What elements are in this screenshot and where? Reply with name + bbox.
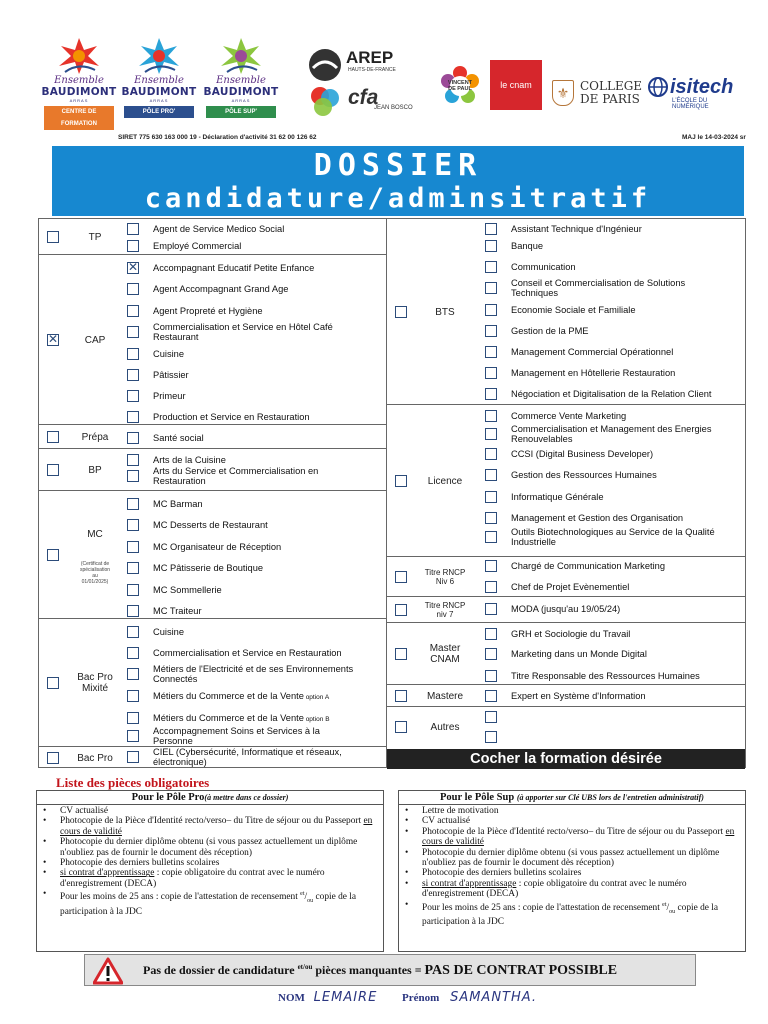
formations-right-column — [387, 219, 745, 767]
cfa-sub: JEAN BOSCO — [374, 105, 413, 111]
formation-option[interactable] — [127, 468, 385, 488]
formation-option-label: Négociation et Digitalisation de la Relation Client — [511, 389, 712, 399]
formation-option-checkbox[interactable] — [127, 305, 139, 317]
formation-option-label: MC Desserts de Restaurant — [153, 520, 268, 530]
formation-option[interactable] — [485, 386, 743, 406]
formation-option-label: GRH et Sociologie du Travail — [511, 629, 631, 639]
formation-option[interactable] — [485, 729, 743, 749]
formation-group — [387, 597, 745, 623]
formation-group-label: Bac Pro — [77, 752, 113, 764]
arep-name: AREP — [346, 48, 394, 67]
formation-option-checkbox[interactable] — [485, 448, 497, 460]
fleur-de-lis-icon: ⚜ — [552, 80, 574, 106]
formation-option[interactable] — [485, 467, 743, 487]
formation-group-checkbox[interactable] — [395, 306, 407, 318]
nom-label: NOM — [278, 992, 305, 1004]
formation-option-checkbox[interactable] — [485, 261, 497, 273]
formation-option-checkbox[interactable] — [127, 519, 139, 531]
pole-pro-box — [36, 790, 384, 952]
formation-option-checkbox[interactable] — [127, 647, 139, 659]
formation-option-checkbox[interactable] — [485, 304, 497, 316]
formation-group — [387, 707, 745, 747]
formation-option[interactable] — [127, 388, 385, 408]
formation-option-label: Production et Service en Restauration — [153, 412, 310, 422]
formation-option-checkbox[interactable] — [485, 581, 497, 593]
college-de-paris-logo — [552, 78, 642, 108]
formation-option-label: Employé Commercial — [153, 241, 242, 251]
formation-option-checkbox[interactable] — [127, 470, 139, 482]
formation-option-label: Chargé de Communication Marketing — [511, 561, 665, 571]
pole-sup-box — [398, 790, 746, 952]
formation-option[interactable] — [485, 579, 743, 599]
formation-option-label: Primeur — [153, 391, 186, 401]
pole-sup-heading: Pour le Pôle Sup (à apporter sur Clé UBS lors de l'entretien administratif) — [399, 791, 745, 805]
formation-group-checkbox[interactable] — [47, 752, 59, 764]
warning-banner — [84, 954, 696, 986]
formation-option-checkbox[interactable] — [127, 348, 139, 360]
formation-option-label: Management en Hôtellerie Restauration — [511, 368, 676, 378]
formation-option-checkbox[interactable] — [127, 690, 139, 702]
formation-option-label: Assistant Technique d'Ingénieur — [511, 224, 642, 234]
isitech-name: isitech — [670, 76, 734, 98]
formation-option[interactable] — [485, 558, 743, 578]
isitech-globe-icon — [648, 76, 668, 98]
formation-option[interactable] — [485, 426, 743, 446]
formation-option-checkbox[interactable] — [485, 325, 497, 337]
title-line2: candidature/adminsitratif — [144, 183, 652, 214]
formation-option-checkbox[interactable] — [485, 346, 497, 358]
formation-option-label: MC Traiteur — [153, 606, 202, 616]
formation-option-label: Economie Sociale et Familiale — [511, 305, 636, 315]
arep-globe-icon — [308, 48, 342, 82]
formation-option[interactable] — [485, 489, 743, 509]
baudimont-sub: ARRAS — [231, 98, 251, 103]
college-line2: DE PARIS — [580, 92, 640, 106]
piece-item: • Photocopie de la Pièce d'Identité recto/verso– du Titre de séjour ou du Passeport en cours de validité — [405, 827, 739, 848]
baudimont-band: PÔLE PRO' — [124, 106, 194, 118]
formation-option-label: Commercialisation et Service en Hôtel Café Restaurant — [153, 322, 333, 342]
pole-pro-heading: Pour le Pôle Pro(à mettre dans ce dossier) — [37, 791, 383, 805]
vincent-de-paul-text: VINCENT DE PAUL — [447, 80, 473, 92]
formation-option-label: Commercialisation et Service en Restauration — [153, 648, 342, 658]
piece-item: • Pour les moins de 25 ans : copie de l'attestation de recensement $^{et}/_{ou}$ copie de la participation à la JDC — [43, 889, 377, 917]
formation-option-checkbox[interactable] — [485, 690, 497, 702]
formation-option[interactable] — [485, 344, 743, 364]
formation-option[interactable] — [127, 260, 385, 280]
formation-option[interactable] — [127, 517, 385, 537]
baudimont-name: BAUDIMONT — [203, 86, 279, 98]
formation-group — [387, 557, 745, 597]
formation-group-label: Licence — [427, 475, 463, 487]
formation-group-checkbox[interactable] — [395, 475, 407, 487]
piece-item: • Photocopie du dernier diplôme obtenu (si vous passez actuellement un diplôme n'oubliez pas de fournir le document dès réception) — [43, 837, 377, 858]
cfa-circles-icon — [308, 84, 342, 118]
formation-option[interactable] — [485, 626, 743, 646]
formation-group-checkbox[interactable] — [47, 431, 59, 443]
formation-option[interactable] — [127, 624, 385, 644]
formation-option-checkbox[interactable] — [127, 668, 139, 680]
formation-option-checkbox[interactable] — [127, 223, 139, 235]
formation-option[interactable] — [485, 529, 743, 549]
formation-option[interactable] — [127, 324, 385, 344]
update-date: MAJ le 14-03-2024 sr — [682, 134, 746, 141]
formation-option-label: Management et Gestion des Organisation — [511, 513, 684, 523]
vincent-de-paul-logo — [438, 64, 482, 108]
formation-option-checkbox[interactable] — [485, 560, 497, 572]
piece-item: • Photocopie du dernier diplôme obtenu (si vous passez actuellement un diplôme n'oubliez pas de fournir le document dès réception) — [405, 848, 739, 869]
formation-option-checkbox[interactable] — [485, 512, 497, 524]
baudimont-sub: ARRAS — [149, 98, 169, 103]
formation-option[interactable] — [127, 346, 385, 366]
baudimont-script: Ensemble — [54, 75, 104, 86]
formation-option-checkbox[interactable] — [127, 584, 139, 596]
formation-option-label: Métiers de l'Electricité et de ses Environnements Connectés — [153, 664, 354, 684]
formation-option-checkbox[interactable] — [127, 432, 139, 444]
formation-option[interactable] — [485, 238, 743, 258]
title-banner — [52, 146, 744, 216]
formation-option-label: Commercialisation et Management des Energies Renouvelables — [511, 424, 712, 444]
prenom-value[interactable]: SAMANTHA. — [450, 990, 538, 1005]
piece-item: • si contrat d'apprentissage : copie obligatoire du contrat avec le numéro d'enregistrement (DECA) — [43, 868, 377, 889]
formation-group-checkbox[interactable] — [47, 231, 59, 243]
formation-option[interactable] — [127, 749, 385, 769]
formation-group-checkbox[interactable] — [47, 677, 59, 689]
baudimont-star-icon — [213, 36, 269, 76]
baudimont-sub: ARRAS — [69, 98, 89, 103]
formation-option-checkbox[interactable] — [127, 562, 139, 574]
formation-option[interactable] — [127, 728, 385, 748]
formation-option[interactable] — [127, 688, 385, 708]
formation-option-label: Gestion des Ressources Humaines — [511, 470, 657, 480]
formation-group-label: TP — [88, 231, 102, 243]
formation-option-checkbox[interactable] — [485, 282, 497, 294]
formation-group-label: Mastere — [426, 690, 464, 702]
formation-group-label: BP — [88, 464, 102, 476]
formation-option-label: CIEL (Cybersécurité, Informatique et réseaux, électronique) — [153, 747, 342, 767]
formation-group-label: Prépa — [81, 431, 109, 443]
identity-line — [278, 990, 537, 1010]
formation-option-checkbox[interactable] — [127, 605, 139, 617]
college-line1: COLLEGE — [580, 79, 643, 93]
formation-option-checkbox[interactable] — [127, 240, 139, 252]
formation-option-label: Accompagnement Soins et Services à la Personne — [153, 726, 320, 746]
formation-group-checkbox[interactable] — [395, 571, 407, 583]
arep-cfa-logo — [308, 48, 418, 120]
baudimont-name: BAUDIMONT — [121, 86, 197, 98]
piece-item: • CV actualisé — [43, 806, 377, 816]
cocher-formation-bar: Cocher la formation désirée — [387, 749, 745, 769]
formation-group — [39, 491, 386, 619]
formation-option-label: Santé social — [153, 433, 204, 443]
formation-option[interactable] — [127, 496, 385, 516]
formation-option-checkbox[interactable] — [485, 670, 497, 682]
formation-group-checkbox[interactable] — [395, 604, 407, 616]
piece-item: • Pour les moins de 25 ans : copie de l'attestation de recensement $^{et}/_{ou}$ copie de la participation à la JDC — [405, 900, 739, 928]
formation-group — [39, 425, 386, 449]
formation-option[interactable] — [127, 430, 385, 450]
formation-option[interactable] — [485, 646, 743, 666]
baudimont-star-icon — [51, 36, 107, 76]
baudimont-script: Ensemble — [134, 75, 184, 86]
warning-text: Pas de dossier de candidature $^{et/ou}$ pièces manquantes = PAS DE CONTRAT POSSIBLE — [143, 963, 618, 978]
formation-option-label: Cuisine — [153, 627, 185, 637]
formation-option-label: Communication — [511, 262, 576, 272]
cfa-name: cfa — [348, 86, 379, 109]
formation-option-label: Cuisine — [153, 349, 185, 359]
formation-option-label: Arts de la Cuisine — [153, 455, 226, 465]
piece-item: • Photocopie de la Pièce d'Identité recto/verso– du Titre de séjour ou du Passeport en cours de validité — [43, 816, 377, 837]
formation-option-checkbox[interactable] — [485, 410, 497, 422]
formation-option-checkbox[interactable] — [127, 751, 139, 763]
formation-option[interactable] — [127, 666, 385, 686]
formation-option-label: Agent Accompagnant Grand Age — [153, 284, 289, 294]
formation-option-checkbox[interactable] — [485, 603, 497, 615]
baudimont-logo — [120, 36, 198, 128]
formation-group-checkbox[interactable] — [47, 334, 59, 346]
formation-option[interactable] — [485, 259, 743, 279]
formation-option-checkbox[interactable] — [127, 369, 139, 381]
formation-option[interactable] — [485, 302, 743, 322]
formation-option-label: Métiers du Commerce et de la Vente option A — [153, 691, 330, 701]
formation-option-label: Arts du Service et Commercialisation en Restauration — [153, 466, 319, 486]
formation-option-checkbox[interactable] — [127, 326, 139, 338]
pole-pro-list — [37, 805, 383, 917]
formation-group-checkbox[interactable] — [395, 648, 407, 660]
formation-option-checkbox[interactable] — [485, 469, 497, 481]
formation-option-checkbox[interactable] — [127, 730, 139, 742]
formation-option[interactable] — [127, 281, 385, 301]
baudimont-script: Ensemble — [216, 75, 266, 86]
formation-option-label: MODA (jusqu'au 19/05/24) — [511, 604, 621, 614]
formation-option[interactable] — [127, 303, 385, 323]
formation-option-label: MC Barman — [153, 499, 203, 509]
formations-table — [38, 218, 746, 768]
formation-option-checkbox[interactable] — [127, 390, 139, 402]
formation-option[interactable] — [485, 601, 743, 621]
formation-group — [387, 623, 745, 685]
formation-option-label: Informatique Générale — [511, 492, 604, 502]
formation-option-label: Accompagnant Educatif Petite Enfance — [153, 263, 315, 273]
formation-group-label: CAP — [84, 334, 106, 346]
formation-group — [387, 405, 745, 557]
formation-group-label: Titre RNCP niv 7 — [424, 601, 466, 619]
baudimont-name: BAUDIMONT — [41, 86, 117, 98]
formation-option-label: Titre Responsable des Ressources Humaines — [511, 671, 700, 681]
piece-item: • Lettre de motivation — [405, 806, 739, 816]
formation-option-label: Gestion de la PME — [511, 326, 589, 336]
formation-option[interactable] — [127, 367, 385, 387]
pole-sup-list — [399, 805, 745, 927]
formation-option-checkbox[interactable] — [127, 454, 139, 466]
piece-item: • CV actualisé — [405, 816, 739, 826]
formation-option-checkbox[interactable] — [127, 712, 139, 724]
formation-option-checkbox[interactable] — [127, 262, 139, 274]
formation-option[interactable] — [485, 365, 743, 385]
formation-group-label: BTS — [435, 306, 455, 318]
formation-option-label: Banque — [511, 241, 544, 251]
formation-option-checkbox[interactable] — [485, 240, 497, 252]
formation-option-label: MC Organisateur de Réception — [153, 542, 282, 552]
pieces-title: Liste des pièces obligatoires — [56, 775, 210, 790]
isitech-logo — [648, 76, 744, 110]
arep-sub: HAUTS-DE-FRANCE — [348, 67, 396, 73]
siret-line: SIRET 775 630 163 000 19 - Déclaration d'activité 31 62 00 126 62 — [118, 134, 317, 141]
formation-option-checkbox[interactable] — [485, 428, 497, 440]
formation-group — [387, 219, 745, 405]
baudimont-band: CENTRE DE FORMATION — [44, 106, 114, 130]
formation-group-label: Bac Pro Mixité — [77, 672, 113, 694]
formation-option-label: Management Commercial Opérationnel — [511, 347, 674, 357]
formation-option-checkbox[interactable] — [485, 531, 497, 543]
formation-option[interactable] — [485, 709, 743, 729]
formation-group-checkbox[interactable] — [47, 549, 59, 561]
piece-item: • Photocopie des derniers bulletins scolaires — [405, 868, 739, 878]
formation-option-label: Conseil et Commercialisation de Solutions Techniques — [511, 278, 686, 298]
formation-group — [39, 449, 386, 491]
formation-option[interactable] — [127, 582, 385, 602]
header-logos — [40, 36, 740, 136]
formation-option-checkbox[interactable] — [485, 388, 497, 400]
formation-option-checkbox[interactable] — [485, 628, 497, 640]
formation-option-label: Expert en Système d'Information — [511, 691, 646, 701]
formation-group-note: (Certificat de spécialisation au 01/01/2025) — [79, 561, 111, 585]
nom-value[interactable]: LEMAIRE — [313, 990, 378, 1005]
title-line1: DOSSIER — [313, 148, 483, 183]
formation-group-checkbox[interactable] — [395, 690, 407, 702]
isitech-sub: L'ÉCOLE DU NUMÉRIQUE — [672, 98, 709, 110]
formation-option[interactable] — [127, 560, 385, 580]
formation-option-checkbox[interactable] — [485, 491, 497, 503]
formation-group-label: MC — [87, 529, 103, 540]
cnam-logo: le cnam — [490, 60, 542, 110]
warning-triangle-icon — [93, 957, 123, 985]
formation-group — [39, 619, 386, 747]
formation-option-label: Chef de Projet Evènementiel — [511, 582, 630, 592]
formation-group-checkbox[interactable] — [395, 721, 407, 733]
formation-group-checkbox[interactable] — [47, 464, 59, 476]
formation-group-label: Titre RNCP Niv 6 — [424, 568, 466, 586]
formation-group-label: Autres — [430, 721, 460, 733]
formation-option[interactable] — [485, 688, 743, 708]
formation-group — [39, 219, 386, 255]
formation-option-label: Marketing dans un Monde Digital — [511, 649, 647, 659]
formation-option-label: Outils Biotechnologiques au Service de la Qualité Industrielle — [511, 527, 715, 547]
formation-option-checkbox[interactable] — [127, 283, 139, 295]
formation-option-label: CCSI (Digital Business Developer) — [511, 449, 654, 459]
formation-option-checkbox[interactable] — [127, 411, 139, 423]
formation-group-label: Master CNAM — [429, 643, 461, 665]
formation-group — [39, 747, 386, 769]
formation-option-checkbox[interactable] — [127, 541, 139, 553]
formations-left-column — [39, 219, 387, 767]
formation-option-checkbox[interactable] — [485, 731, 497, 743]
piece-item: • Photocopie des derniers bulletins scolaires — [43, 858, 377, 868]
baudimont-band: PÔLE SUP' — [206, 106, 276, 118]
baudimont-logo — [40, 36, 118, 128]
formation-option-label: MC Sommellerie — [153, 585, 222, 595]
formation-option-label: Métiers du Commerce et de la Vente option B — [153, 713, 330, 723]
formation-group — [387, 685, 745, 707]
formation-group — [39, 255, 386, 425]
formation-option-checkbox[interactable] — [127, 626, 139, 638]
baudimont-logo — [202, 36, 280, 128]
formation-option[interactable] — [485, 280, 743, 300]
formation-option[interactable] — [485, 323, 743, 343]
formation-option-checkbox[interactable] — [485, 223, 497, 235]
formation-option-label: Pâtissier — [153, 370, 189, 380]
formation-option-label: MC Pâtisserie de Boutique — [153, 563, 264, 573]
formation-option-label: Agent Propreté et Hygiène — [153, 306, 263, 316]
formation-option-checkbox[interactable] — [485, 648, 497, 660]
formation-option-label: Agent de Service Medico Social — [153, 224, 285, 234]
prenom-label: Prénom — [402, 992, 440, 1004]
formation-option-checkbox[interactable] — [485, 711, 497, 723]
formation-option-label: Commerce Vente Marketing — [511, 411, 627, 421]
formation-option-checkbox[interactable] — [127, 498, 139, 510]
formation-option-checkbox[interactable] — [485, 367, 497, 379]
formation-option[interactable] — [127, 539, 385, 559]
formation-option[interactable] — [485, 446, 743, 466]
baudimont-star-icon — [131, 36, 187, 76]
formation-option[interactable] — [127, 645, 385, 665]
piece-item: • si contrat d'apprentissage : copie obligatoire du contrat avec le numéro d'enregistrement (DECA) — [405, 879, 739, 900]
